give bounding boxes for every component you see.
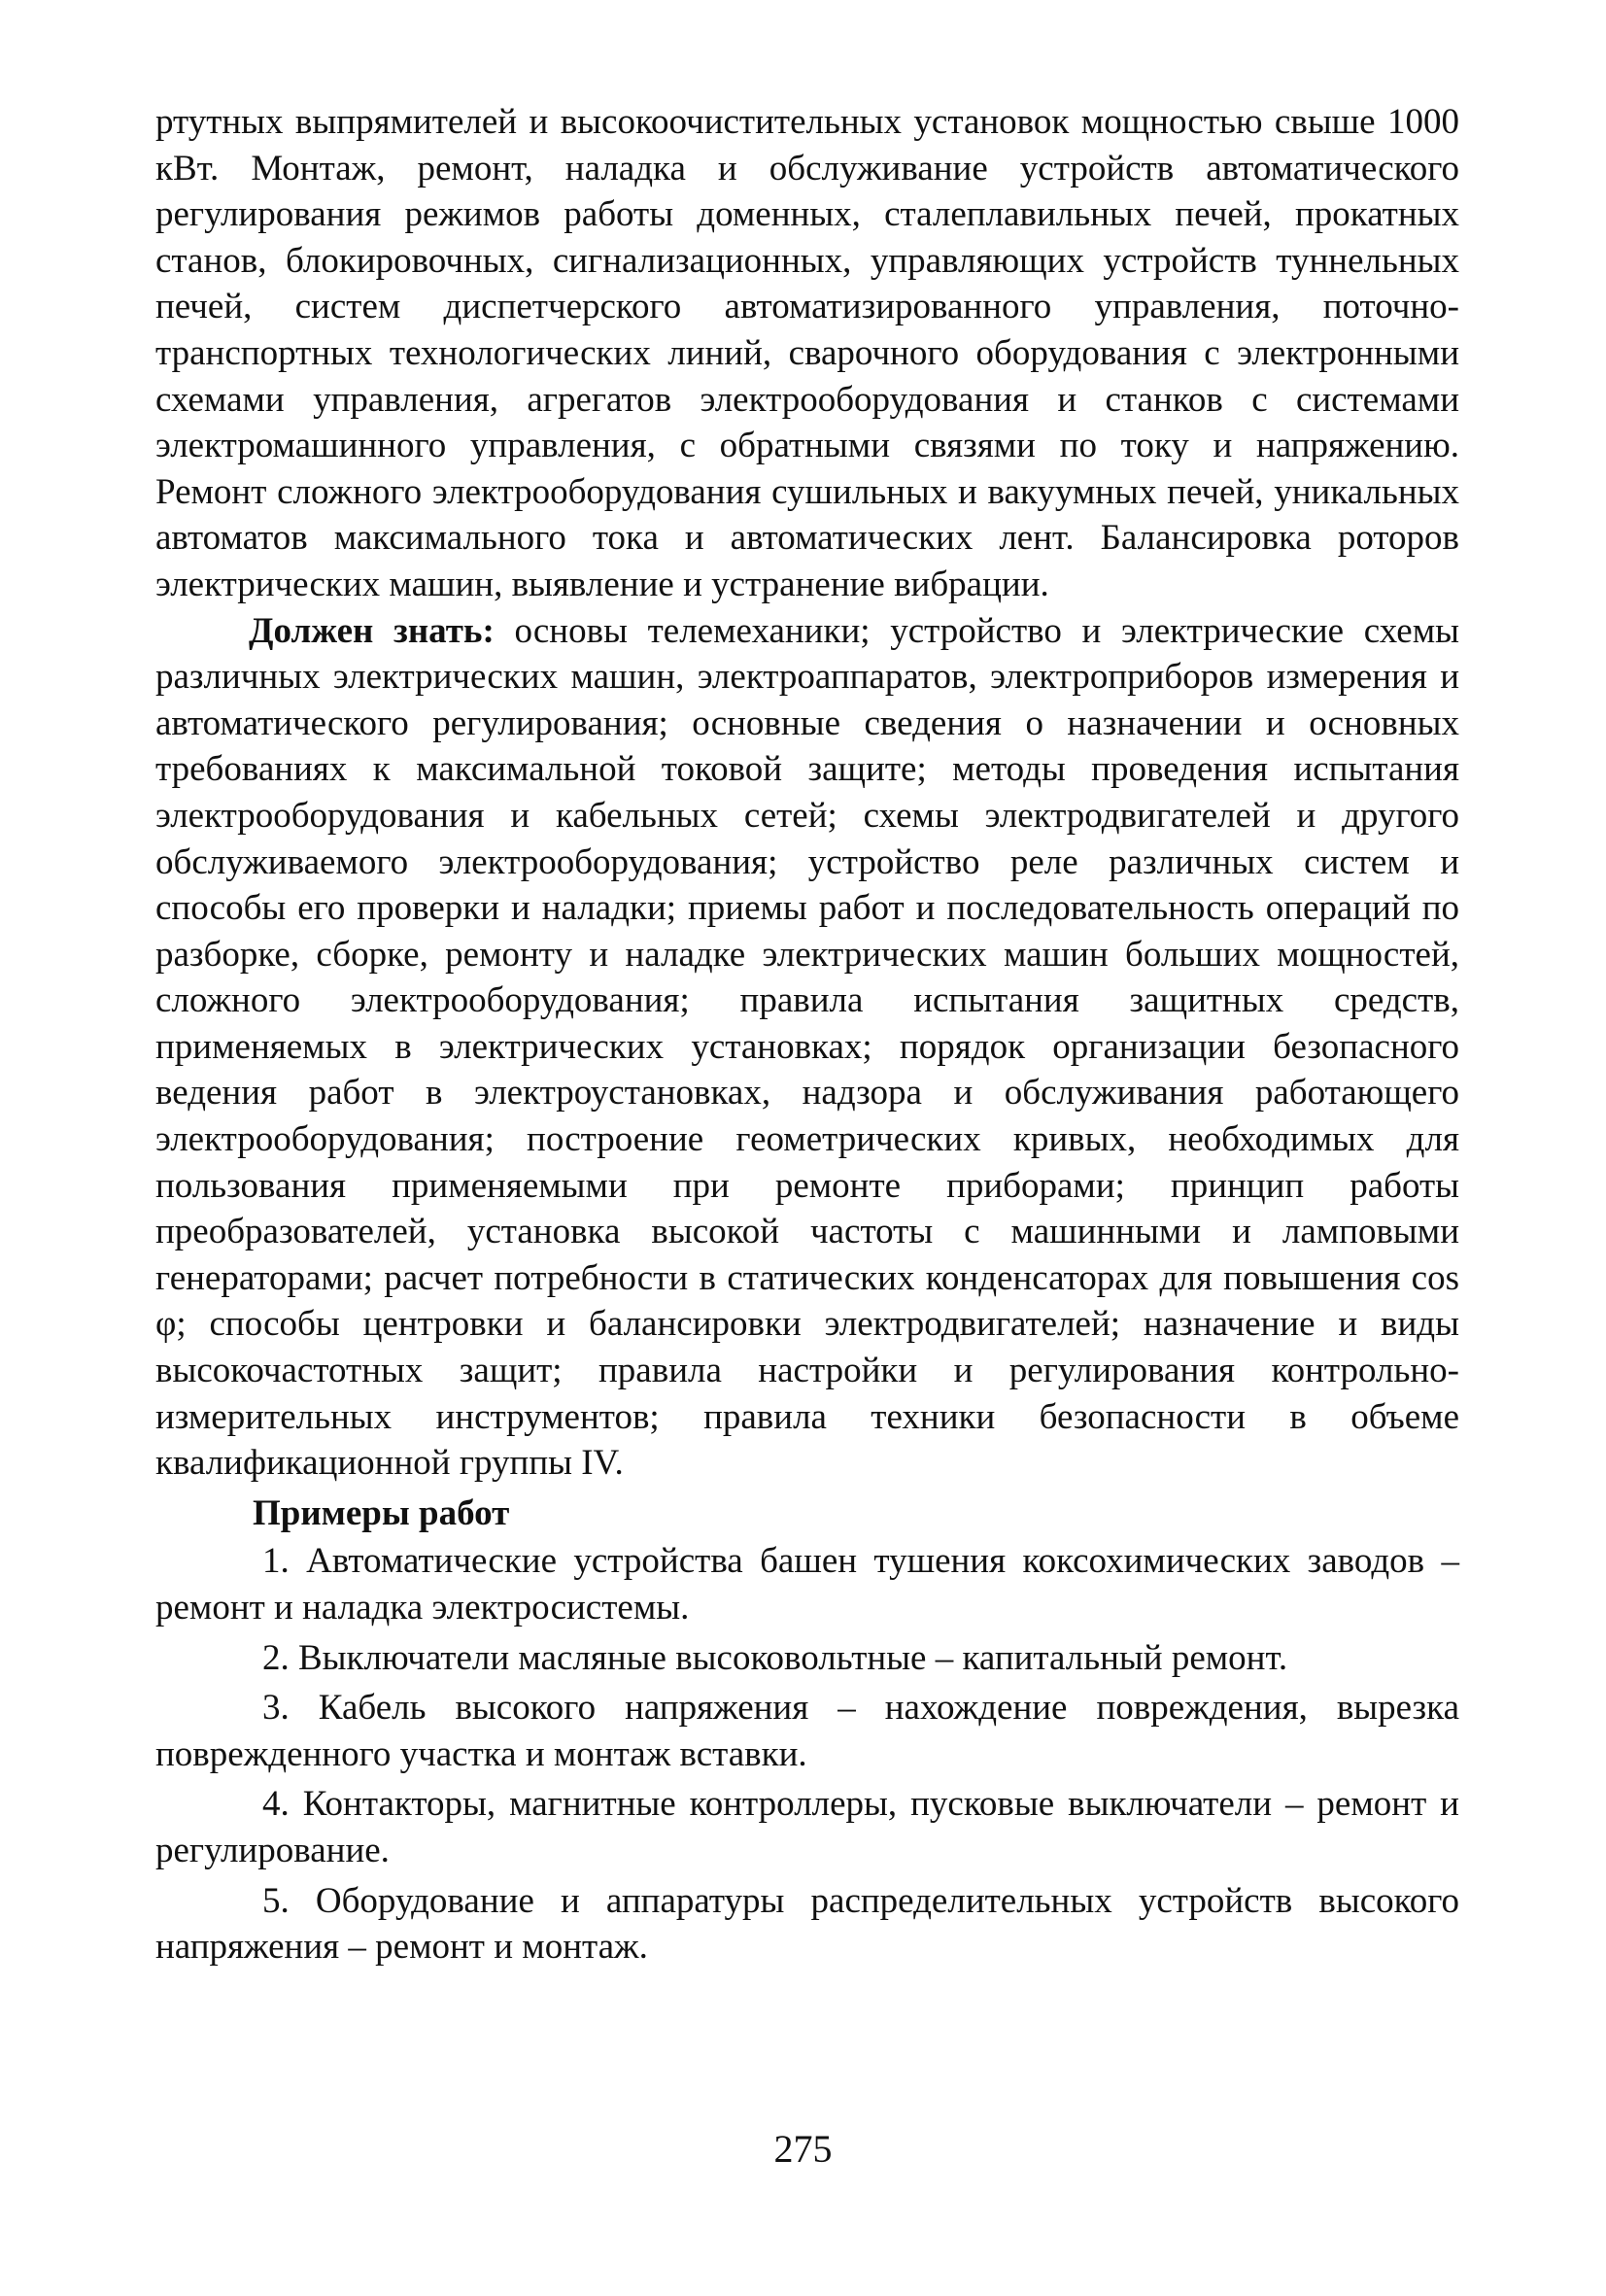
knowledge-paragraph [155, 608, 1459, 1487]
example-item: 5. Оборудование и аппаратуры распределительных устройств высокого напряжения – ремонт и монтаж. [155, 1880, 1459, 1968]
example-item: 1. Автоматические устройства башен тушения коксохимических заводов – ремонт и наладка электросистемы. [155, 1541, 1459, 1628]
body-paragraph: ртутных выпрямителей и высокоочистительных установок мощностью свыше 1000 кВт. Монтаж, ремонт, наладка и обслуживание устройств автоматического регулирования режимов работы доменных, сталеплавильных печей, прокатных станов, блокировочных, сигнализационных, управляющих устройств туннельных печей, систем диспетчерского автоматизированного управления, поточно-транспортных технологических линий, сварочного оборудования с электронными схемами управления, агрегатов электрооборудования и станков с системами электромашинного управления, с обратными связями по току и напряжению. Ремонт сложного электрооборудования сушильных и вакуумных печей, уникальных автоматов максимального тока и автоматических лент. Балансировка роторов электрических машин, выявление и устранение вибрации. [155, 102, 1459, 604]
page-number: 275 [773, 2127, 833, 2171]
example-item: 4. Контакторы, магнитные контроллеры, пусковые выключатели – ремонт и регулирование. [155, 1784, 1459, 1870]
example-item: 2. Выключатели масляные высоковольтные – капитальный ремонт. [262, 1637, 1288, 1678]
document-page [155, 99, 1459, 1974]
examples-heading: Примеры работ [253, 1492, 510, 1533]
examples-list [155, 1538, 1459, 1970]
example-item: 3. Кабель высокого напряжения – нахождение повреждения, вырезка поврежденного участка и монтаж вставки. [155, 1688, 1459, 1774]
knowledge-lead: Должен знать: [249, 610, 495, 651]
knowledge-text: основы телемеханики; устройство и электрические схемы различных электрических машин, электроаппаратов, электроприборов измерения и автоматического регулирования; основные сведения о назначении и основных требованиях к максимальной токовой защите; методы проведения испытания электрооборудования и кабельных сетей; схемы электродвигателей и другого обслуживаемого электрооборудования; устройство реле различных систем и способы его проверки и наладки; приемы работ и последовательность операций по разборке, сборке, ремонту и наладке электрических машин больших мощностей, сложного электрооборудования; правила испытания защитных средств, применяемых в электрических установках; порядок организации безопасного ведения работ в электроустановках, надзора и обслуживания работающего электрооборудования; построение геометрических кривых, необходимых для пользования применяемыми при ремонте приборами; принцип работы преобразователей, установка высокой частоты с машинными и ламповыми генераторами; расчет потребности в статических конденсаторах для повышения cos φ; способы центровки и балансировки электродвигателей; назначение и виды высокочастотных защит; правила настройки и регулирования контрольно-измерительных инструментов; правила техники безопасности в объеме квалификационной группы IV. [155, 610, 1459, 1484]
